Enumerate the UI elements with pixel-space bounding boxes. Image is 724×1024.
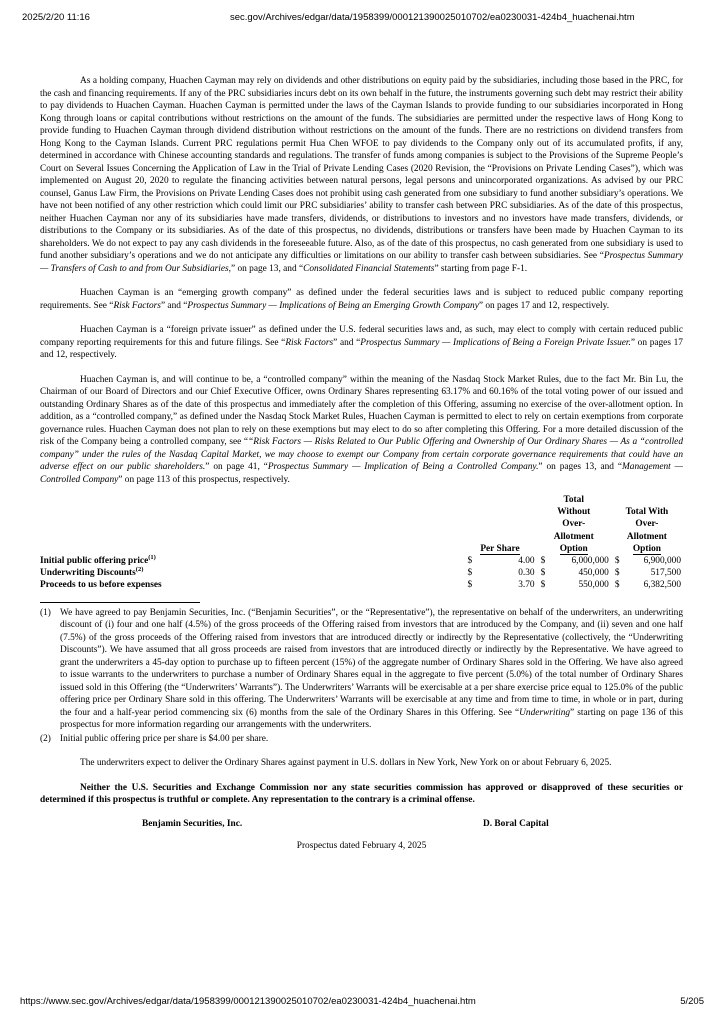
underwriter-boral: D. Boral Capital — [483, 818, 549, 829]
print-url-header: sec.gov/Archives/edgar/data/1958399/000121390025010702/ea0230031-424b4_huachenai.htm — [230, 12, 635, 23]
browser-print-header — [22, 12, 704, 24]
table-row: Underwriting Discounts$^{(2)}$ $ 0.30 $ 450,000 $ 517,500 — [40, 566, 681, 579]
table-row: Proceeds to us before expenses $ 3.70 $ 550,000 $ 6,382,500 — [40, 580, 681, 591]
footnote-1: (1) We have agreed to pay Benjamin Securities, Inc. (“Benjamin Securities”, or the “Representative”), the representative on behalf of the underwriters, an underwriting discount of (i) four and one half (4.5%) of the gross proceeds of the Offering raised from investors that are introduced by the Company, and (ii) seven and one half (7.5%) of the gross proceeds of the Offering raised from investors that are introduced directly or indirectly by the Representative (collectively, the “Underwriting Discounts”). We have assumed that all gross proceeds are raised from investors that are introduced directly or indirectly by the Representative. We have agreed to grant the underwriters a 45-day option to purchase up to fifteen percent (15%) of the aggregate number of Ordinary Shares sold in the Offering. We have also agreed to issue warrants to the underwriters to purchase a number of Ordinary Shares equal in the aggregate to five percent (5.0%) of the total number of Ordinary Shares issued sold in this Offering (the “Underwriters’ Warrants”). The Underwriters’ Warrants will be exercisable at a per share exercise price equal to 125.0% of the public offering price per Ordinary Share sold in this offering. The Underwriters’ Warrants will be exercisable at any time and from time to time, in whole or in part, during the four and a half-year period commencing six (6) months from the sale of the Ordinary Shares in this Offering. See “Underwriting” starting on page 136 of this prospectus for more information regarding our arrangements with the underwriters. — [40, 607, 683, 731]
print-url-footer: https://www.sec.gov/Archives/edgar/data/1958399/000121390025010702/ea0230031-424b4_huachenai.htm — [20, 996, 476, 1007]
offering-table — [40, 494, 683, 592]
print-timestamp: 2025/2/20 11:16 — [22, 12, 90, 23]
document-body — [40, 75, 683, 852]
link-underwriting: Underwriting — [519, 707, 571, 718]
footnote-divider — [40, 602, 200, 603]
footnote-2: (2) Initial public offering price per share is $4.00 per share. — [40, 733, 269, 744]
paragraph-holding-company: As a holding company, Huachen Cayman may rely on dividends and other distributions on equity paid by the subsidiaries, including those based in the PRC, for the cash and financing requirements. If any of the PRC subsidiaries incurs debt on its own behalf in the future, the instruments governing such debt may restrict their ability to pay dividends to Huachen Cayman. Huachen Cayman is permitted under the laws of the Cayman Islands to provide funding to our subsidiaries incorporated in Hong Kong through loans or capital contributions without restrictions on the amount of the funds. The subsidiaries are permitted under the respective laws of Hong Kong to provide funding to Huachen Cayman through dividend distribution without restrictions on the amount of the funds. There are no restrictions on dividend transfers from Hong Kong to the Cayman Islands. Current PRC regulations permit Hua Chen WFOE to pay dividends to the Company only out of its accumulated profits, if any, determined in accordance with Chinese accounting standards and regulations. The transfer of funds among companies is subject to the Provisions of the Supreme People’s Court on Several Issues Concerning the Application of Law in the Trial of Private Lending Cases (2020 Revision, the “Provisions on Private Lending Cases”), which was implemented on August 20, 2020 to regulate the financing activities between natural persons, legal persons and unincorporated organizations. As advised by our PRC counsel, Ganus Law Firm, the Provisions on Private Lending Cases does not prohibit using cash generated from one subsidiary to fund another subsidiary’s operations. We have not been notified of any other restriction which could limit our PRC subsidiaries’ ability to transfer cash between PRC subsidiaries. As of the date of this prospectus, neither Huachen Cayman nor any of its subsidiaries have made transfers, dividends, or distributions to investors and no investors have made transfers, dividends, or distributions to the Company or its subsidiaries. As of the date of this prospectus, no dividends, distributions or transfers have been made by Huachen Cayman to its shareholders. We do not expect to pay any cash dividends in the foreseeable future. Also, as of the date of this prospectus, no cash generated from one subsidiary is used to fund another subsidiary’s operations and we do not anticipate any difficulties or limitations on our ability to transfer cash between subsidiaries. See “Prospectus Summary — Transfers of Cash to and from Our Subsidiaries,” on page 13, and “Consolidated Financial Statements” starting from page F-1. — [40, 76, 684, 274]
table-header-row — [40, 494, 683, 555]
underwriter-benjamin: Benjamin Securities, Inc. — [142, 818, 243, 829]
link-consolidated-financial-statements: Consolidated Financial Statements — [303, 263, 435, 274]
prospectus-date: Prospectus dated February 4, 2025 — [296, 840, 427, 851]
sec-disclaimer: Neither the U.S. Securities and Exchange Commission nor any state securities commission has approved or disapproved of these securities or determined if this prospectus is truthful or complete. Any representation to the contrary is a criminal offense. — [40, 782, 683, 806]
paragraph-emerging-growth: Huachen Cayman is an “emerging growth company” as defined under the federal securities laws and is subject to reduced public company reporting requirements. See “Risk Factors” and “Prospectus Summary — Implications of Being an Emerging Growth Company” on pages 17 and 12, respectively. — [40, 288, 683, 311]
underwriter-names — [40, 818, 683, 832]
header-total-without-overallotment: Total Without Over- Allotment Option — [553, 495, 594, 554]
paragraph-controlled-company: Huachen Cayman is, and will continue to be, a “controlled company” within the meaning of the Nasdaq Stock Market Rules, due to the fact Mr. Bin Lu, the Chairman of our Board of Directors and our Chief Executive Officer, owns Ordinary Shares representing 63.17% and 60.16% of the total voting power of our issued and outstanding Ordinary Shares as of the date of this prospectus and immediately after the completion of this Offering, assuming no exercise of the over-allotment option. In addition, as a “controlled company,” as defined under the Nasdaq Stock Market Rules, Huachen Cayman is permitted to elect to rely on certain exemptions from corporate governance rules. Huachen Cayman does not plan to rely on these exemptions but may elect to do so after completing this Offering. For a more detailed discussion of the risk of the Company being a controlled company, see ““Risk Factors — Risks Related to Our Public Offering and Ownership of Our Ordinary Shares — As a “controlled company” under the rules of the Nasdaq Capital Market, we may choose to exempt our Company from certain corporate governance requirements that could have an adverse effect on our public shareholders.” on page 41, “Prospectus Summary — Implication of Being a Controlled Company.” on pages 13, and “Management — Controlled Company” on page 113 of this prospectus, respectively. — [40, 374, 684, 485]
header-total-with-overallotment: Total With Over- Allotment Option — [625, 507, 669, 554]
browser-print-footer — [20, 996, 704, 1008]
header-per-share: Per Share — [480, 543, 520, 554]
link-transfers-of-cash: Prospectus Summary — Transfers of Cash to and from Our Subsidiaries, — [40, 251, 683, 274]
table-row: Initial public offering price$^{(1)}$ $ 4.00 $ 6,000,000 $ 6,900,000 — [40, 553, 681, 567]
page-indicator: 5/205 — [680, 996, 704, 1007]
paragraph-foreign-private-issuer: Huachen Cayman is a “foreign private issuer” as defined under the U.S. federal securities laws and, as such, may elect to comply with certain reduced public company reporting requirements for this and future filings. See “Risk Factors” and “Prospectus Summary — Implications of Being a Foreign Private Issuer.” on pages 17 and 12, respectively. — [40, 325, 683, 360]
delivery-statement: The underwriters expect to deliver the Ordinary Shares against payment in U.S. dollars in New York, New York on or about February 6, 2025. — [80, 758, 612, 769]
